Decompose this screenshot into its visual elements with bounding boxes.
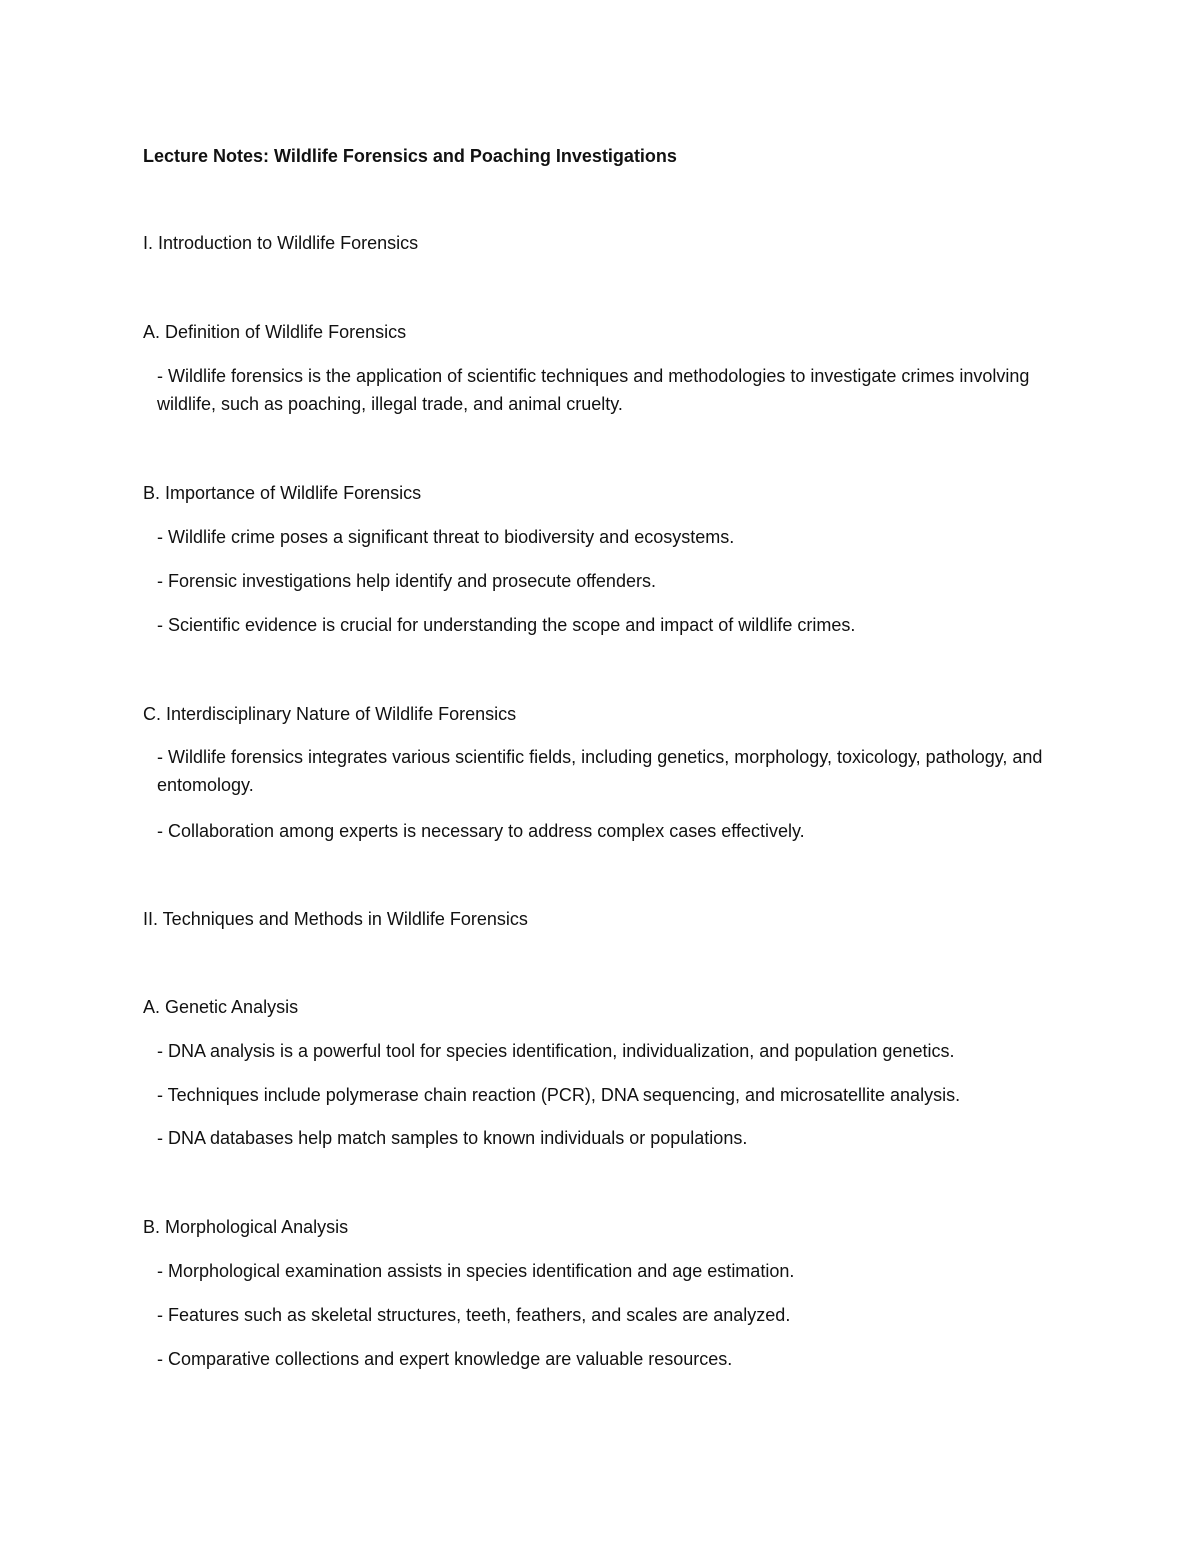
bullet-morphological-1: - Morphological examination assists in species identification and age estimation. [157,1261,795,1281]
subsection-heading-genetic: A. Genetic Analysis [143,997,299,1017]
subsection-heading-importance: B. Importance of Wildlife Forensics [143,483,422,503]
subsection-heading-interdisciplinary: C. Interdisciplinary Nature of Wildlife Forensics [143,704,517,724]
bullet-importance-2: - Forensic investigations help identify and prosecute offenders. [157,571,656,591]
bullet-importance-3: - Scientific evidence is crucial for understanding the scope and impact of wildlife crimes. [157,615,856,635]
bullet-morphological-2: - Features such as skeletal structures, teeth, feathers, and scales are analyzed. [157,1305,791,1325]
bullet-genetic-3: - DNA databases help match samples to known individuals or populations. [157,1128,748,1148]
bullet-genetic-1: - DNA analysis is a powerful tool for species identification, individualization, and population genetics. [157,1041,955,1061]
section-heading-introduction: I. Introduction to Wildlife Forensics [143,233,419,253]
document-title: Lecture Notes: Wildlife Forensics and Poaching Investigations [143,146,677,166]
bullet-interdisciplinary-1: - Wildlife forensics integrates various scientific fields, including genetics, morphology, toxicology, pathology, and entomology. [157,747,1043,795]
bullet-definition: - Wildlife forensics is the application of scientific techniques and methodologies to investigate crimes involving wildlife, such as poaching, illegal trade, and animal cruelty. [157,366,1030,414]
bullet-genetic-2: - Techniques include polymerase chain reaction (PCR), DNA sequencing, and microsatellite analysis. [157,1085,961,1105]
bullet-importance-1: - Wildlife crime poses a significant threat to biodiversity and ecosystems. [157,527,735,547]
subsection-heading-morphological: B. Morphological Analysis [143,1217,349,1237]
section-heading-techniques: II. Techniques and Methods in Wildlife Forensics [143,909,528,929]
subsection-heading-definition: A. Definition of Wildlife Forensics [143,322,407,342]
bullet-morphological-3: - Comparative collections and expert knowledge are valuable resources. [157,1349,733,1369]
bullet-interdisciplinary-2: - Collaboration among experts is necessary to address complex cases effectively. [157,821,805,841]
